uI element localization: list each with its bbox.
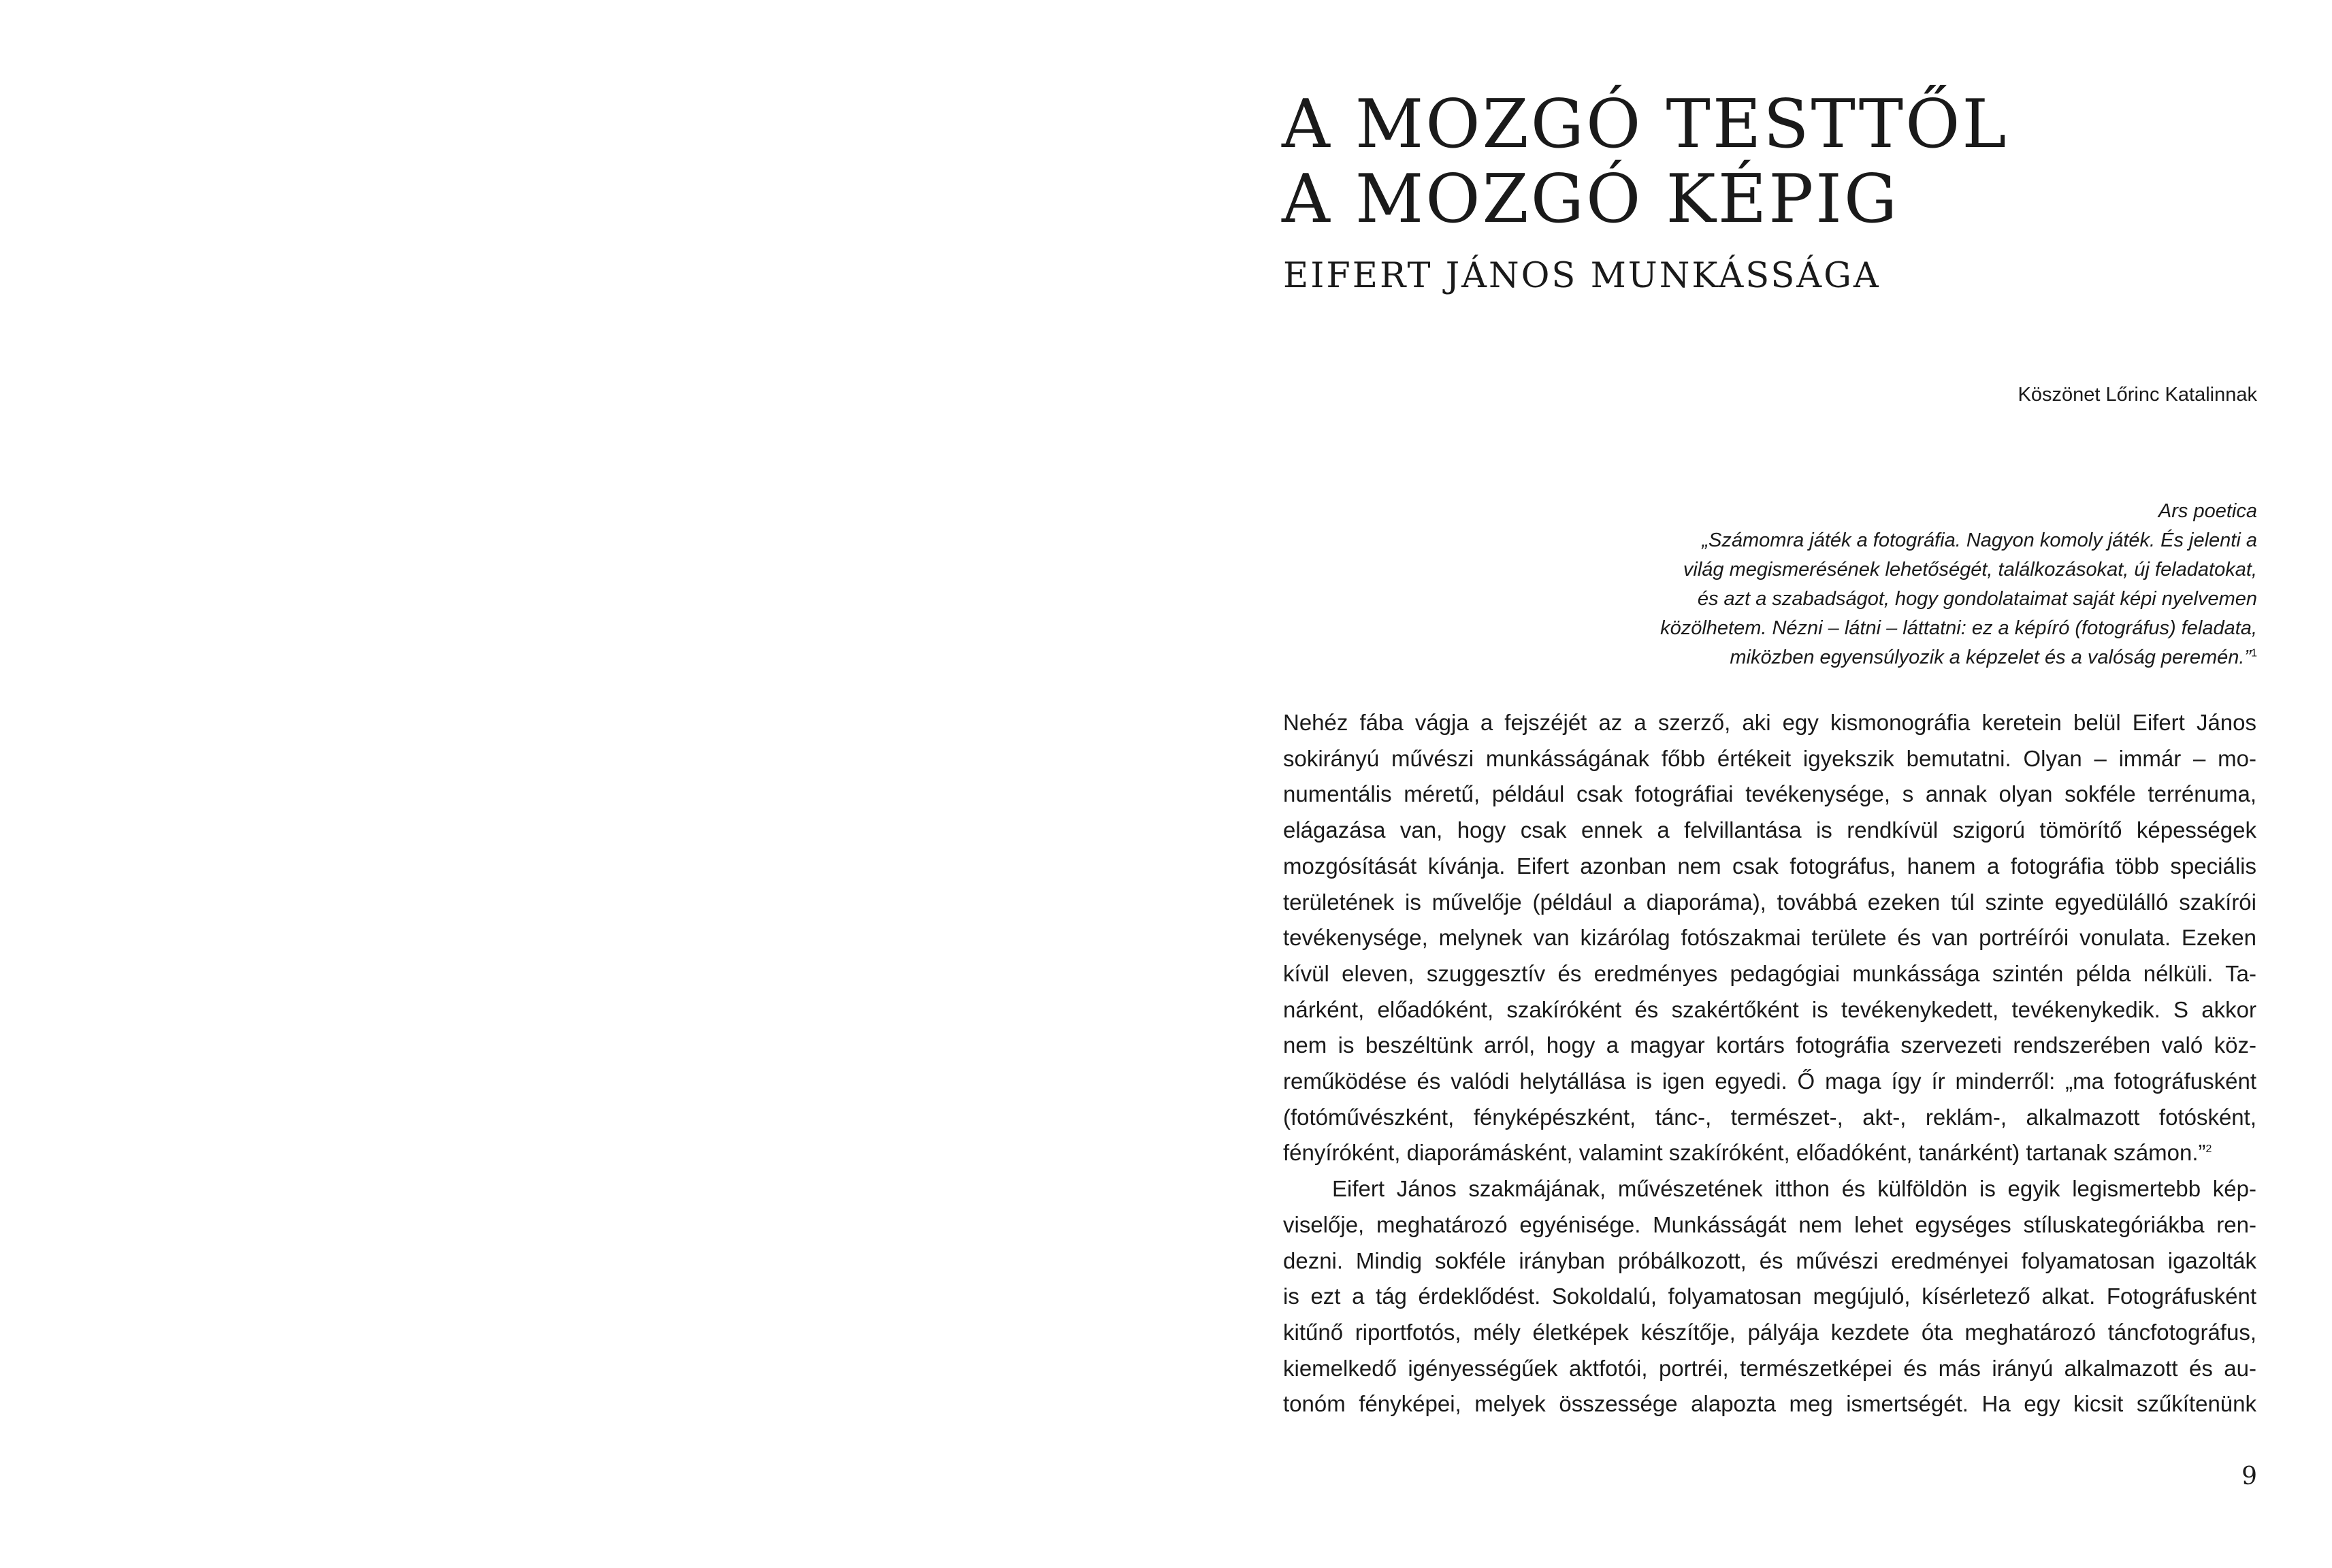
body-line: nem is beszéltünk arról, hogy a magyar kortárs fotográfia szervezeti rendszerében való köz- [1283,1032,2256,1058]
body-line: numentális méretű, például csak fotográfiai tevékenysége, s annak olyan sokféle terrénuma, [1283,781,2256,807]
body-line: reműködése és valódi helytállása is igen egyedi. Ő maga így ír minderről: „ma fotográfusként [1283,1068,2256,1094]
body-line: elágazása van, hogy csak ennek a felvillantása is rendkívül szigorú tömörítő képességek [1283,817,2256,843]
paragraph-1 [1283,705,2256,1171]
right-page [1166,0,2332,1568]
footnote-ref-2: 2 [2205,1143,2212,1156]
body-line: Eifert János szakmájának, művészetének itthon és külföldön is egyik legismertebb kép- [1332,1176,2256,1202]
chapter-title-line-2: A MOZGÓ KÉPIG [1282,161,1900,238]
body-line-text: fényíróként, diaporámásként, valamint szakíróként, előadóként, tanárként) tartanak számon.” [1283,1140,2206,1166]
epigraph-heading: Ars poetica [2158,500,2257,522]
body-line: Nehéz fába vágja a fejszéjét az a szerző, aki egy kismonográfia keretein belül Eifert János [1283,710,2256,735]
epigraph-line: „Számomra játék a fotográfia. Nagyon komoly játék. És jelenti a [1702,529,2257,551]
chapter-title-line-1: A MOZGÓ TESTTŐL [1282,86,2009,163]
epigraph-line-text: miközben egyensúlyozik a képzelet és a valóság peremén.” [1730,647,2252,668]
body-line: dezni. Mindig sokféle irányban próbálkozott, és művészi eredményei folyamatosan igazolták [1283,1247,2256,1273]
epigraph-line: világ megismerésének lehetőségét, találkozásokat, új feladatokat, [1683,559,2257,581]
body-text [1283,705,2256,1422]
paragraph-2 [1283,1171,2256,1422]
body-line: területének is művelője (például a diaporáma), továbbá ezeken túl szinte egyedülálló szakírói [1283,889,2256,915]
body-line: kiemelkedő igényességűek aktfotói, portréi, természetképei és más irányú alkalmazott és au- [1283,1355,2256,1381]
body-line: nárként, előadóként, szakíróként és szakértőként is tevékenykedett, tevékenykedik. S akkor [1283,996,2256,1022]
epigraph [1590,497,2257,672]
body-line: mozgósítását kívánja. Eifert azonban nem csak fotográfus, hanem a fotográfia több speciális [1283,853,2256,879]
epigraph-line: és azt a szabadságot, hogy gondolataimat saját képi nyelvemen [1697,588,2257,610]
body-line: is ezt a tág érdeklődést. Sokoldalú, folyamatosan megújuló, kísérletező alkat. Fotográfusként [1283,1284,2256,1309]
body-line: sokirányú művészi munkásságának főbb értékeit igyekszik bemutatni. Olyan – immár – mo- [1283,745,2256,771]
body-line: tonóm fényképei, melyek összessége alapozta meg ismertségét. Ha egy kicsit szűkítenünk [1283,1391,2256,1417]
body-line: tevékenysége, melynek van kizárólag fotószakmai területe és van portréírói vonulata. Ezeken [1283,925,2256,951]
body-line-last [1283,1135,2256,1171]
body-line: viselője, meghatározó egyénisége. Munkásságát nem lehet egységes stíluskategóriákba ren- [1283,1211,2256,1237]
chapter-title [1282,87,2126,237]
epigraph-line-last [1590,643,2257,672]
acknowledgement: Köszönet Lőrinc Katalinnak [2018,384,2257,406]
page-number: 9 [2241,1463,2257,1490]
epigraph-line: közölhetem. Nézni – látni – láttatni: ez a képíró (fotográfus) feladata, [1660,617,2257,639]
body-line: kitűnő riportfotós, mély életképek készítője, pályája kezdete óta meghatározó táncfotográfus, [1283,1319,2256,1345]
body-line: (fotóművészként, fényképészként, tánc-, természet-, akt-, reklám-, alkalmazott fotósként, [1283,1104,2256,1130]
footnote-ref-1: 1 [2251,647,2257,659]
body-line: kívül eleven, szuggesztív és eredményes pedagógiai munkássága szintén példa nélküli. Ta- [1283,960,2256,986]
chapter-subtitle: EIFERT JÁNOS MUNKÁSSÁGA [1283,256,1881,296]
